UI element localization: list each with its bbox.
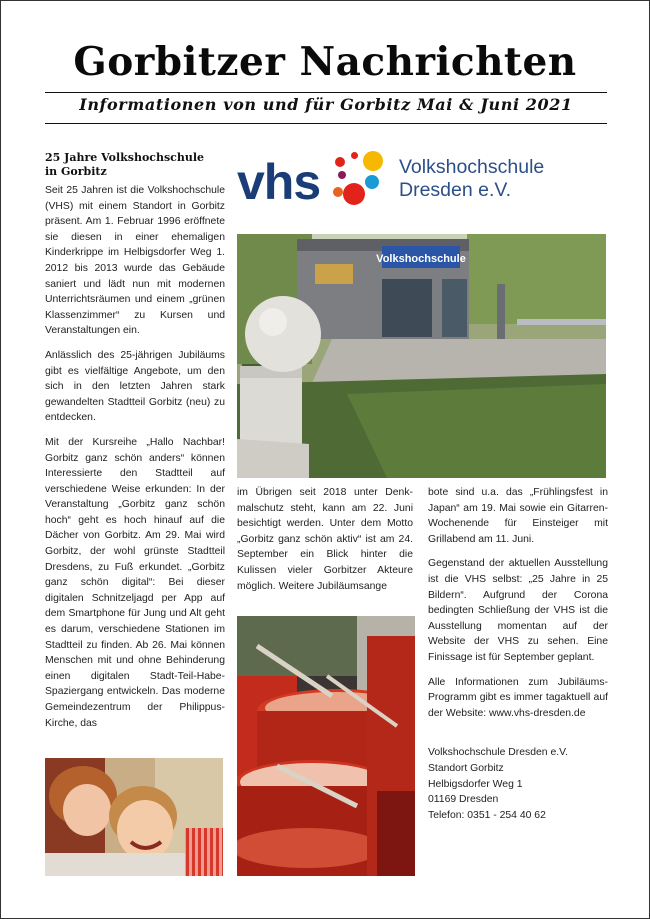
drums-photo bbox=[237, 616, 415, 876]
logo-wordmark: vhs bbox=[237, 154, 321, 210]
logo-name-line-1: Volkshochschule bbox=[399, 156, 545, 178]
title-rule-bottom bbox=[45, 123, 607, 124]
paragraph: im Übrigen seit 2018 unter Denkmalschutz steht, kann am 22. Juni besichtigt werden. Unter dem Motto „Gorbitz ganz schön aktiv“ ist am 24. September ein Blick hinter die Kulissen vieler Gorbitzer Akteure möglich. Weitere Jubiläumsange bbox=[237, 487, 413, 592]
article-column-2 bbox=[237, 485, 413, 603]
vhs-logo bbox=[237, 147, 607, 213]
newsletter-subtitle: Informationen von und für Gorbitz Mai & Juni 2021 bbox=[79, 95, 573, 114]
article-column-3 bbox=[428, 485, 608, 832]
address-line: Helbigsdorfer Weg 1 bbox=[428, 778, 523, 790]
paragraph: Seit 25 Jahren ist die Volkshochschule (VHS) mit einem Standort in Gorbitz präsent. Am 1. Februar 1996 eröffnete sie diesen in einer ehemaligen Kinderkrippe im Helbigsdorfer Weg 1. 2012 bis 2013 wurde das Gebäude saniert und lädt nun mit modernen Unterrichtsräumen und einem „grünen Klassenzimmer“ zu Kursen und Veranstaltungen ein. bbox=[45, 185, 225, 337]
paragraph: Gegenstand der aktuellen Ausstellung ist die VHS selbst: „25 Jahre in 25 Bildern“. Aufgrund der Corona bedingten Schließung der VHS ist die Ausstellung momentan auf der Website der VHS zu sehen. Eine Finissage ist für September geplant. bbox=[428, 558, 608, 663]
address-line: Standort Gorbitz bbox=[428, 762, 504, 774]
building-photo bbox=[237, 234, 606, 478]
logo-dot-yellow bbox=[363, 151, 383, 171]
logo-name bbox=[399, 156, 544, 202]
logo-dot-red-large bbox=[343, 183, 365, 205]
paragraph: Mit der Kursreihe „Hallo Nachbar! Gorbitz ganz schön anders“ können Interessierte den Stadtteil auf verschiedene Weise erkunden: In der Veranstaltung „Gorbitz ganz schön hoch“ geht es hoch hinauf auf die Dächer von Gorbitz. Am 29. Mai wird Gorbitz, der wohl grünste Stadtteil Dresdens, zu Fuß erkundet. „Gorbitz ganz schön digital“: Bei dieser digitalen Schnitzeljagd per App auf dem Smartphone für Jung und Alt geht es darum, verschiedene Stationen im Stadtteil zu finden. Ab 26. Mai können Menschen mit und ohne Behinderung einen digitalen Stadt-Teil-Habe-Spaziergang entwickeln. Das moderne Gemeindezentrum der Philippus-Kirche, das bbox=[45, 436, 225, 729]
logo-dot-purple bbox=[338, 171, 346, 179]
paragraph: Anlässlich des 25-jährigen Jubiläums gibt es vielfältige Angebote, um den sich in den letzten Jahren stark gewandelten Stadtteil Gorbitz (neu) zu entdecken. bbox=[45, 349, 225, 424]
building-sign-text: Volkshochschule bbox=[376, 253, 466, 265]
contact-address bbox=[428, 745, 608, 823]
address-line: 01169 Dresden bbox=[428, 794, 499, 806]
paragraph: bote sind u.a. das „Frühlingsfest in Japan“ am 19. Mai sowie ein Gitarren-Wochenende für Einsteiger mit Grillabend am 11. Juni. bbox=[428, 487, 608, 545]
address-line: Volkshochschule Dresden e.V. bbox=[428, 747, 568, 759]
logo-dot-red bbox=[335, 157, 345, 167]
headline-line-2: in Gorbitz bbox=[45, 165, 107, 178]
address-phone: Telefon: 0351 - 254 40 62 bbox=[428, 809, 546, 821]
paragraph: Alle Informationen zum Jubiläums-Programm gibt es immer tagaktuell auf der Website: www.vhs-dresden.de bbox=[428, 676, 608, 719]
headline-line-1: 25 Jahre Volkshochschule bbox=[45, 151, 205, 164]
article-column-1 bbox=[45, 183, 225, 740]
logo-dot-orange bbox=[333, 187, 343, 197]
logo-dot-blue bbox=[365, 175, 379, 189]
title-rule-top bbox=[45, 92, 607, 93]
logo-name-line-2: Dresden e.V. bbox=[399, 179, 512, 201]
children-photo bbox=[45, 758, 223, 876]
newsletter-title: Gorbitzer Nachrichten bbox=[73, 39, 577, 85]
article-headline bbox=[45, 151, 230, 179]
logo-dot-red-small bbox=[351, 152, 358, 159]
